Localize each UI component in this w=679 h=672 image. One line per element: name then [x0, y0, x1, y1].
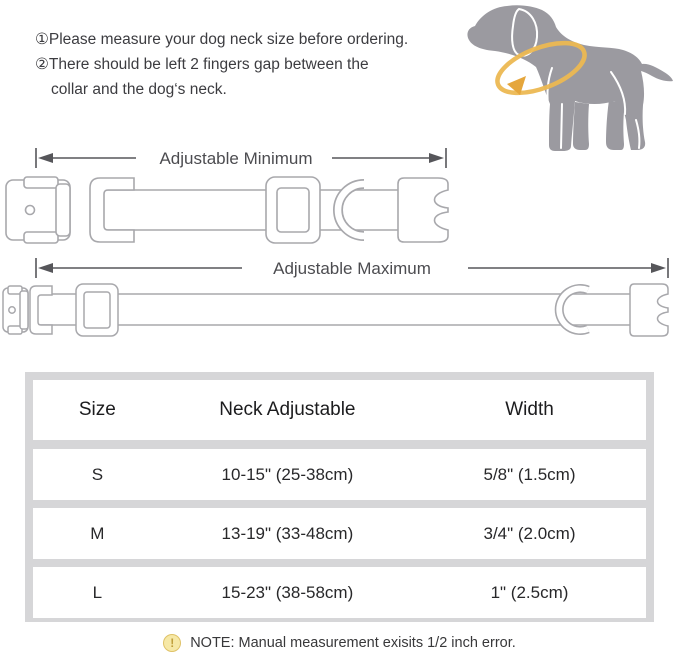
strap-keeper	[30, 286, 52, 334]
note-bar	[0, 634, 679, 652]
collar-diagram-minimum	[0, 140, 679, 246]
d-ring	[559, 289, 588, 331]
table-row-s	[33, 449, 646, 500]
cell-width: 3/4" (2.0cm)	[483, 523, 576, 543]
note-text: NOTE: Manual measurement exisits 1/2 inch error.	[190, 635, 516, 651]
metal-buckle	[6, 177, 70, 243]
cell-size: M	[90, 523, 105, 543]
instruction-line-3: collar and the dog‘s neck.	[51, 81, 227, 98]
table-row-l	[33, 567, 646, 618]
header-size: Size	[78, 399, 116, 420]
cell-size: S	[91, 464, 104, 484]
header-width: Width	[505, 399, 554, 420]
cell-neck: 15-23" (38-58cm)	[221, 582, 354, 602]
measuring-instructions	[35, 27, 480, 102]
arrow-right-icon	[651, 263, 666, 273]
cell-neck: 10-15" (25-38cm)	[221, 464, 354, 484]
max-arrow-label: Adjustable Maximum	[273, 259, 431, 278]
arrow-left-icon	[38, 153, 53, 163]
cell-size: L	[92, 582, 103, 602]
arrow-left-icon	[38, 263, 53, 273]
instruction-line-2: ②There should be left 2 fingers gap between the	[35, 56, 369, 73]
header-neck-adjustable: Neck Adjustable	[219, 399, 356, 420]
metal-buckle	[3, 286, 28, 334]
side-release-buckle	[630, 284, 668, 336]
size-table-header-row	[33, 380, 646, 440]
collar-drawing-minimum	[6, 177, 448, 243]
warning-icon: !	[163, 634, 181, 652]
dog-silhouette-icon	[459, 0, 679, 160]
side-release-buckle	[398, 178, 448, 242]
cell-width: 1" (2.5cm)	[490, 582, 569, 602]
collar-diagram-maximum	[0, 248, 679, 348]
strap	[40, 294, 632, 325]
strap-keeper	[90, 178, 134, 242]
tri-glide-slider	[266, 177, 320, 243]
table-row-m	[33, 508, 646, 559]
instruction-line-1: ①Please measure your dog neck size before ordering.	[35, 31, 409, 48]
min-arrow-label: Adjustable Minimum	[159, 149, 313, 168]
strap	[104, 190, 400, 230]
arrow-right-icon	[429, 153, 444, 163]
cell-width: 5/8" (1.5cm)	[483, 464, 576, 484]
cell-neck: 13-19" (33-48cm)	[221, 523, 354, 543]
collar-drawing-maximum	[3, 284, 668, 336]
size-table	[25, 372, 654, 622]
d-ring	[338, 184, 364, 236]
tri-glide-slider	[76, 284, 118, 336]
dog-illustration	[459, 0, 679, 160]
